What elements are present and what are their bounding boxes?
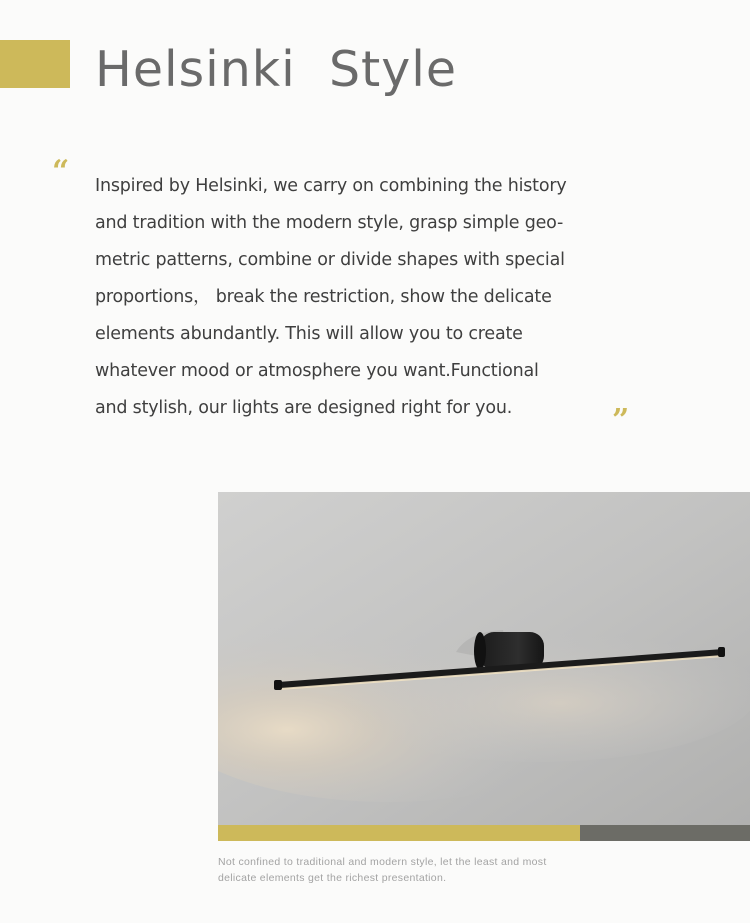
description-quote <box>95 168 625 427</box>
quote-line: and stylish, our lights are designed right for you. <box>95 398 513 418</box>
caption-line: delicate elements get the richest presentation. <box>218 872 447 884</box>
wall-lamp-illustration <box>218 492 750 825</box>
caption-line: Not confined to traditional and modern style, let the least and most <box>218 856 547 868</box>
quote-line: elements abundantly. This will allow you to create <box>95 324 523 344</box>
title-accent-bar <box>0 40 70 88</box>
quote-line: Inspired by Helsinki, we carry on combining the history <box>95 176 567 196</box>
gold-color-strip <box>218 825 580 841</box>
quote-line: whatever mood or atmosphere you want.Functional <box>95 361 539 381</box>
product-photo <box>218 492 750 825</box>
quote-line: proportions， break the restriction, show the delicate <box>95 287 552 307</box>
grey-color-strip <box>580 825 750 841</box>
close-quote-icon: ” <box>612 403 630 438</box>
page-title: Helsinki Style <box>95 41 458 98</box>
photo-caption <box>218 854 638 886</box>
quote-line: metric patterns, combine or divide shapes with special <box>95 250 565 270</box>
open-quote-icon: “ <box>52 154 70 189</box>
quote-line: and tradition with the modern style, grasp simple geo- <box>95 213 564 233</box>
